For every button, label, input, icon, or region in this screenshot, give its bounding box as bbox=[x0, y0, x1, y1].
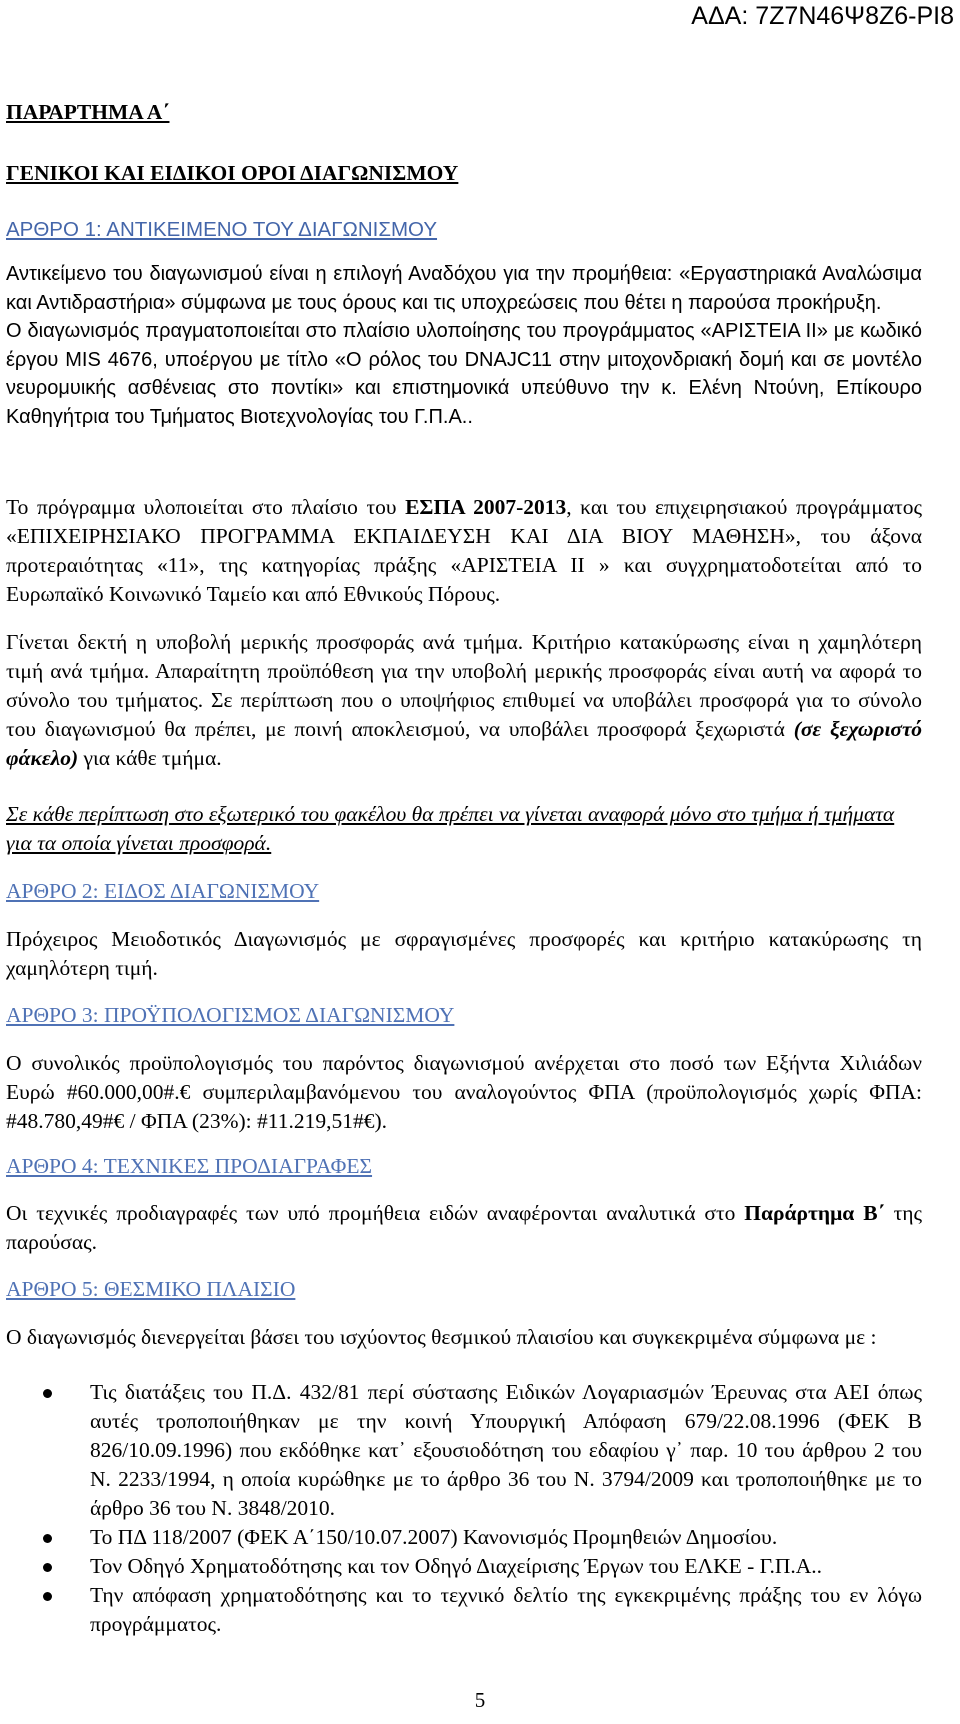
list-item bbox=[6, 1523, 922, 1552]
article1-p4-pre: Γίνεται δεκτή η υποβολή μερικής προσφοράς ανά τμήμα. Κριτήριο κατακύρωσης είναι η χαμηλότερη τιμή ανά τμήμα. Απαραίτητη προϋπόθεση για την υποβολή μερικής προσφοράς είναι αυτή να αφορά το σύνολο του τμήματος. Σε περίπτωση που ο υποψήφιος επιθυμεί να υποβάλει προσφορά για το σύνολο του διαγωνισμού θα πρέπει, με ποινή αποκλεισμού, να υποβάλει προσφορά ξεχωριστά bbox=[6, 630, 922, 741]
article5-paragraph-1: Ο διαγωνισμός διενεργείται βάσει του ισχύοντος θεσμικού πλαισίου και συγκεκριμένα σύμφωνα με : bbox=[6, 1325, 877, 1349]
article4-paragraph-1 bbox=[6, 1199, 922, 1257]
article1-paragraph-2: Ο διαγωνισμός πραγματοποιείται στο πλαίσιο υλοποίησης του προγράμματος «ΑΡΙΣΤΕΙΑ ΙΙ» με κωδικό έργου MIS 4676, υποέργου με τίτλο «Ο ρόλος του DNAJC11 στην μιτοχονδριακή δομή και σε μοντέλο νευρομυικής ασθένειας στο ποντίκι» και επιστημονικά υπεύθυνο την κ. Ελένη Ντούνη, Επίκουρο Καθηγήτρια του Τμήματος Βιοτεχνολογίας του Γ.Π.Α.. bbox=[6, 320, 922, 428]
list-item bbox=[6, 1581, 922, 1639]
article1-paragraph-1: Αντικείμενο του διαγωνισμού είναι η επιλογή Αναδόχου για την προμήθεια: «Εργαστηριακά Αναλώσιμα και Αντιδραστήρια» σύμφωνα με τους όρους και τις υποχρεώσεις που θέτει η παρούσα προκήρυξη. bbox=[6, 263, 922, 314]
article1-p3-pre: Το πρόγραμμα υλοποιείται στο πλαίσιο του bbox=[6, 495, 406, 519]
bullet-icon bbox=[43, 1389, 52, 1398]
general-terms-heading: ΓΕΝΙΚΟΙ ΚΑΙ ΕΙΔΙΚΟΙ ΟΡΟΙ ΔΙΑΓΩΝΙΣΜΟΥ bbox=[6, 161, 459, 185]
bullet-icon bbox=[43, 1563, 52, 1572]
article1-p4-bold-italic: (σε ξεχωριστό φάκελο) bbox=[6, 717, 922, 770]
article4-heading: ΑΡΘΡΟ 4: ΤΕΧΝΙΚΕΣ ΠΡΟΔΙΑΓΡΑΦΕΣ bbox=[6, 1154, 373, 1178]
article5-heading: ΑΡΘΡΟ 5: ΘΕΣΜΙΚΟ ΠΛΑΙΣΙΟ bbox=[6, 1277, 296, 1301]
article1-section bbox=[6, 260, 922, 431]
article1-paragraph-4 bbox=[6, 628, 922, 773]
article1-paragraph-3 bbox=[6, 493, 922, 609]
article2-paragraph-1: Πρόχειρος Μειοδοτικός Διαγωνισμός με σφραγισμένες προσφορές και κριτήριο κατακύρωσης τη χαμηλότερη τιμή. bbox=[6, 927, 922, 980]
article1-p4-post: για κάθε τμήμα. bbox=[78, 746, 222, 770]
ada-code: ΑΔΑ: 7Ζ7Ν46Ψ8Ζ6-ΡΙ8 bbox=[691, 2, 954, 30]
legal-framework-list bbox=[6, 1378, 922, 1639]
article1-heading: ΑΡΘΡΟ 1: ΑΝΤΙΚΕΙΜΕΝΟ ΤΟΥ ΔΙΑΓΩΝΙΣΜΟΥ bbox=[6, 218, 438, 241]
list-item-text: Τον Οδηγό Χρηματοδότησης και τον Οδηγό Διαχείρισης Έργων του ΕΛΚΕ - Γ.Π.Α.. bbox=[90, 1554, 823, 1578]
article1-p3-post: , και του επιχειρησιακού προγράμματος «ΕΠΙΧΕΙΡΗΣΙΑΚΟ ΠΡΟΓΡΑΜΜΑ ΕΚΠΑΙΔΕΥΣΗ ΚΑΙ ΔΙΑ ΒΙΟΥ ΜΑΘΗΣΗ», του άξονα προτεραιότητας «11», της κατηγορίας πράξης «ΑΡΙΣΤΕΙΑ ΙΙ » και συγχρηματοδοτείται από το Ευρωπαϊκό Κοινωνικό Ταμείο και από Εθνικούς Πόρους. bbox=[6, 495, 923, 606]
list-item bbox=[6, 1378, 922, 1523]
article1-paragraph-5: Σε κάθε περίπτωση στο εξωτερικό του φακέλου θα πρέπει να γίνεται αναφορά μόνο στο τμήμα ή τμήματα για τα οποία γίνεται προσφορά. bbox=[6, 802, 895, 855]
annex-title: ΠΑΡΑΡΤΗΜΑ Α΄ bbox=[6, 100, 170, 124]
list-item-text: Την απόφαση χρηματοδότησης και το τεχνικό δελτίο της εγκεκριμένης πράξης του εν λόγω προγράμματος. bbox=[90, 1583, 922, 1636]
article4-p1-post: της παρούσας. bbox=[6, 1201, 923, 1254]
article3-paragraph-1: Ο συνολικός προϋπολογισμός του παρόντος διαγωνισμού ανέρχεται στο ποσό των Εξήντα Χιλιάδων Ευρώ #60.000,00#.€ συμπεριλαμβανόμενου του αναλογούντος ΦΠΑ (προϋπολογισμός χωρίς ΦΠΑ: #48.780,49#€ / ΦΠΑ (23%): #11.219,51#€). bbox=[6, 1051, 922, 1133]
article4-p1-pre: Οι τεχνικές προδιαγραφές των υπό προμήθεια ειδών αναφέρονται αναλυτικά στο bbox=[6, 1201, 745, 1225]
list-item bbox=[6, 1552, 922, 1581]
article3-heading: ΑΡΘΡΟ 3: ΠΡΟΫΠΟΛΟΓΙΣΜΟΣ ΔΙΑΓΩΝΙΣΜΟΥ bbox=[6, 1003, 455, 1027]
page-number: 5 bbox=[474, 1688, 486, 1712]
list-item-text: Το ΠΔ 118/2007 (ΦΕΚ Α΄150/10.07.2007) Κανονισμός Προμηθειών Δημοσίου. bbox=[90, 1525, 778, 1549]
article2-heading: ΑΡΘΡΟ 2: ΕΙΔΟΣ ΔΙΑΓΩΝΙΣΜΟΥ bbox=[6, 879, 320, 903]
annex-b-reference: Παράρτημα Β΄ bbox=[744, 1201, 885, 1225]
bullet-icon bbox=[43, 1592, 52, 1601]
article1-p3-bold: ΕΣΠΑ 2007-2013 bbox=[405, 495, 567, 519]
list-item-text: Τις διατάξεις του Π.Δ. 432/81 περί σύστασης Ειδικών Λογαριασμών Έρευνας στα ΑΕΙ όπως αυτές τροποποιήθηκαν με την κοινή Υπουργική Απόφαση 679/22.08.1996 (ΦΕΚ Β 826/10.09.1996) που εκδόθηκε κατ᾽ εξουσιοδότηση του εδαφίου γ᾽ παρ. 10 του άρθρου 2 του Ν. 2233/1994, η οποία κυρώθηκε με το άρθρο 36 του Ν. 3794/2009 και τροποποιήθηκε με το άρθρο 36 του Ν. 3848/2010. bbox=[90, 1380, 922, 1520]
bullet-icon bbox=[43, 1534, 52, 1543]
